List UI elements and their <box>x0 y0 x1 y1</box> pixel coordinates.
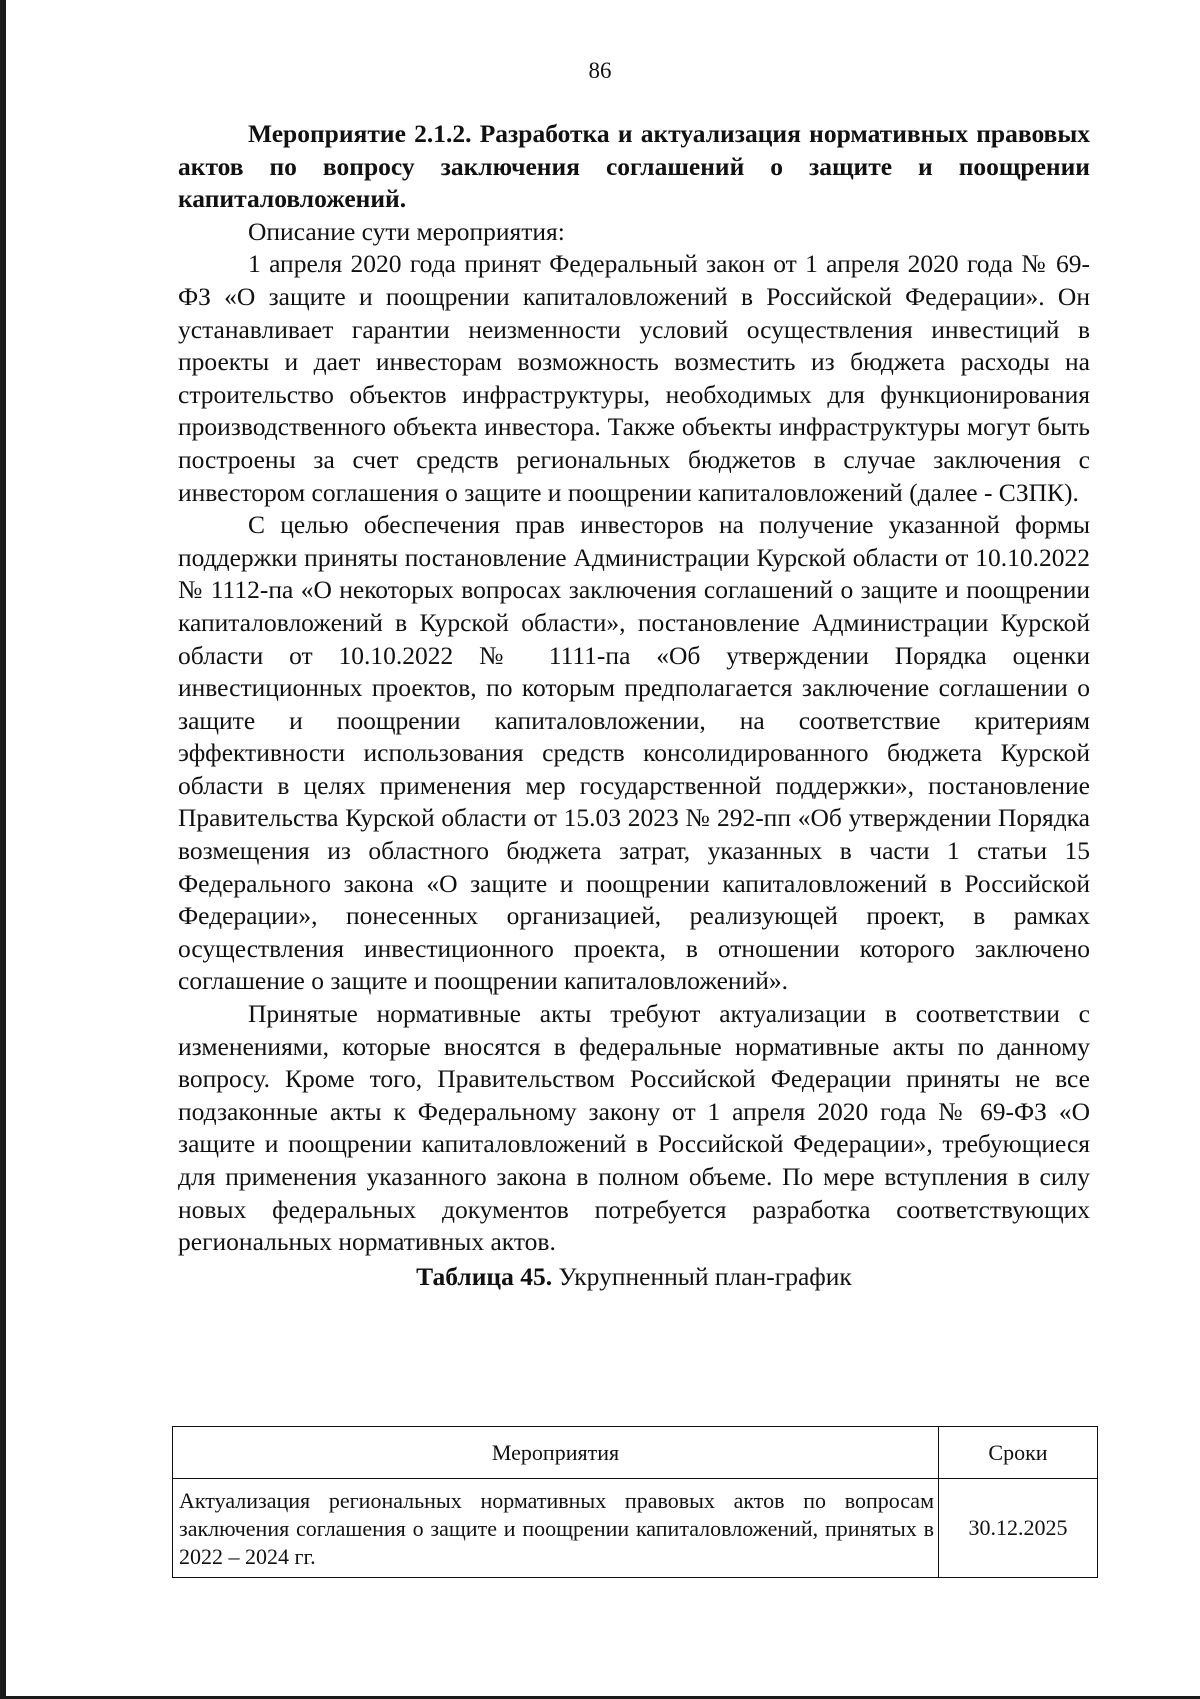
column-header-activity: Мероприятия <box>173 1427 939 1479</box>
plan-schedule-table <box>172 1426 1098 1578</box>
document-body <box>178 118 1090 1293</box>
table-header-row <box>173 1427 1098 1479</box>
section-heading: Мероприятие 2.1.2. Разработка и актуализация нормативных правовых актов по вопросу заключения соглашений о защите и поощрении капиталовложений. <box>178 119 1090 214</box>
paragraph-actualization: Принятые нормативные акты требуют актуализации в соответствии с изменениями, которые вносятся в федеральные нормативные акты по данному вопросу. Кроме того, Правительством Российской Федерации приняты не все подзаконные акты к Федеральному закону от 1 апреля 2020 года № 69-ФЗ «О защите и поощрении капиталовложений в Российской Федерации», требующиеся для применения указанного закона в полном объеме. По мере вступления в силу новых федеральных документов потребуется разработка соответствующих региональных нормативных актов. <box>178 999 1090 1257</box>
scan-edge-left <box>0 0 6 1699</box>
table-cell-deadline: 30.12.2025 <box>939 1479 1098 1578</box>
table-caption-label: Таблица 45. <box>416 1261 553 1291</box>
table-caption-text: Укрупненный план-график <box>552 1261 852 1291</box>
column-header-deadline: Сроки <box>939 1427 1098 1479</box>
paragraph-federal-law: 1 апреля 2020 года принят Федеральный закон от 1 апреля 2020 года № 69-ФЗ «О защите и поощрении капиталовложений в Российской Федерации». Он устанавливает гарантии неизменности условий осуществления инвестиций в проекты и дает инвесторам возможность возместить из бюджета расходы на строительство объектов инфраструктуры, необходимых для функционирования производственного объекта инвестора. Также объекты инфраструктуры могут быть построены за счет средств региональных бюджетов в случае заключения с инвестором соглашения о защите и поощрении капиталовложений (далее - СЗПК). <box>178 249 1090 507</box>
page-number: 86 <box>588 58 612 83</box>
table-row <box>173 1479 1098 1578</box>
paragraph-intro: Описание сути мероприятия: <box>248 216 565 246</box>
table-cell-activity: Актуализация региональных нормативных правовых актов по вопросам заключения соглашения о защите и поощрении капиталовложений, принятых в 2022 – 2024 гг. <box>173 1479 939 1578</box>
table-caption <box>178 1261 1090 1294</box>
paragraph-regional-acts: С целью обеспечения прав инвесторов на получение указанной формы поддержки приняты постановление Администрации Курской области от 10.10.2022 № 1112-па «О некоторых вопросах заключения соглашений о защите и поощрении капиталовложений в Курской области», постановление Администрации Курской области от 10.10.2022 № 1111-па «Об утверждении Порядка оценки инвестиционных проектов, по которым предполагается заключение соглашении о защите и поощрении капиталовложении, на соответствие критериям эффективности использования средств консолидированного бюджета Курской области в целях применения мер государственной поддержки», постановление Правительства Курской области от 15.03 2023 № 292-пп «Об утверждении Порядка возмещения из областного бюджета затрат, указанных в части 1 статьи 15 Федерального закона «О защите и поощрении капиталовложений в Российской Федерации», понесенных организацией, реализующей проект, в рамках осуществления инвестиционного проекта, в отношении которого заключено соглашение о защите и поощрении капиталовложений». <box>178 510 1090 996</box>
